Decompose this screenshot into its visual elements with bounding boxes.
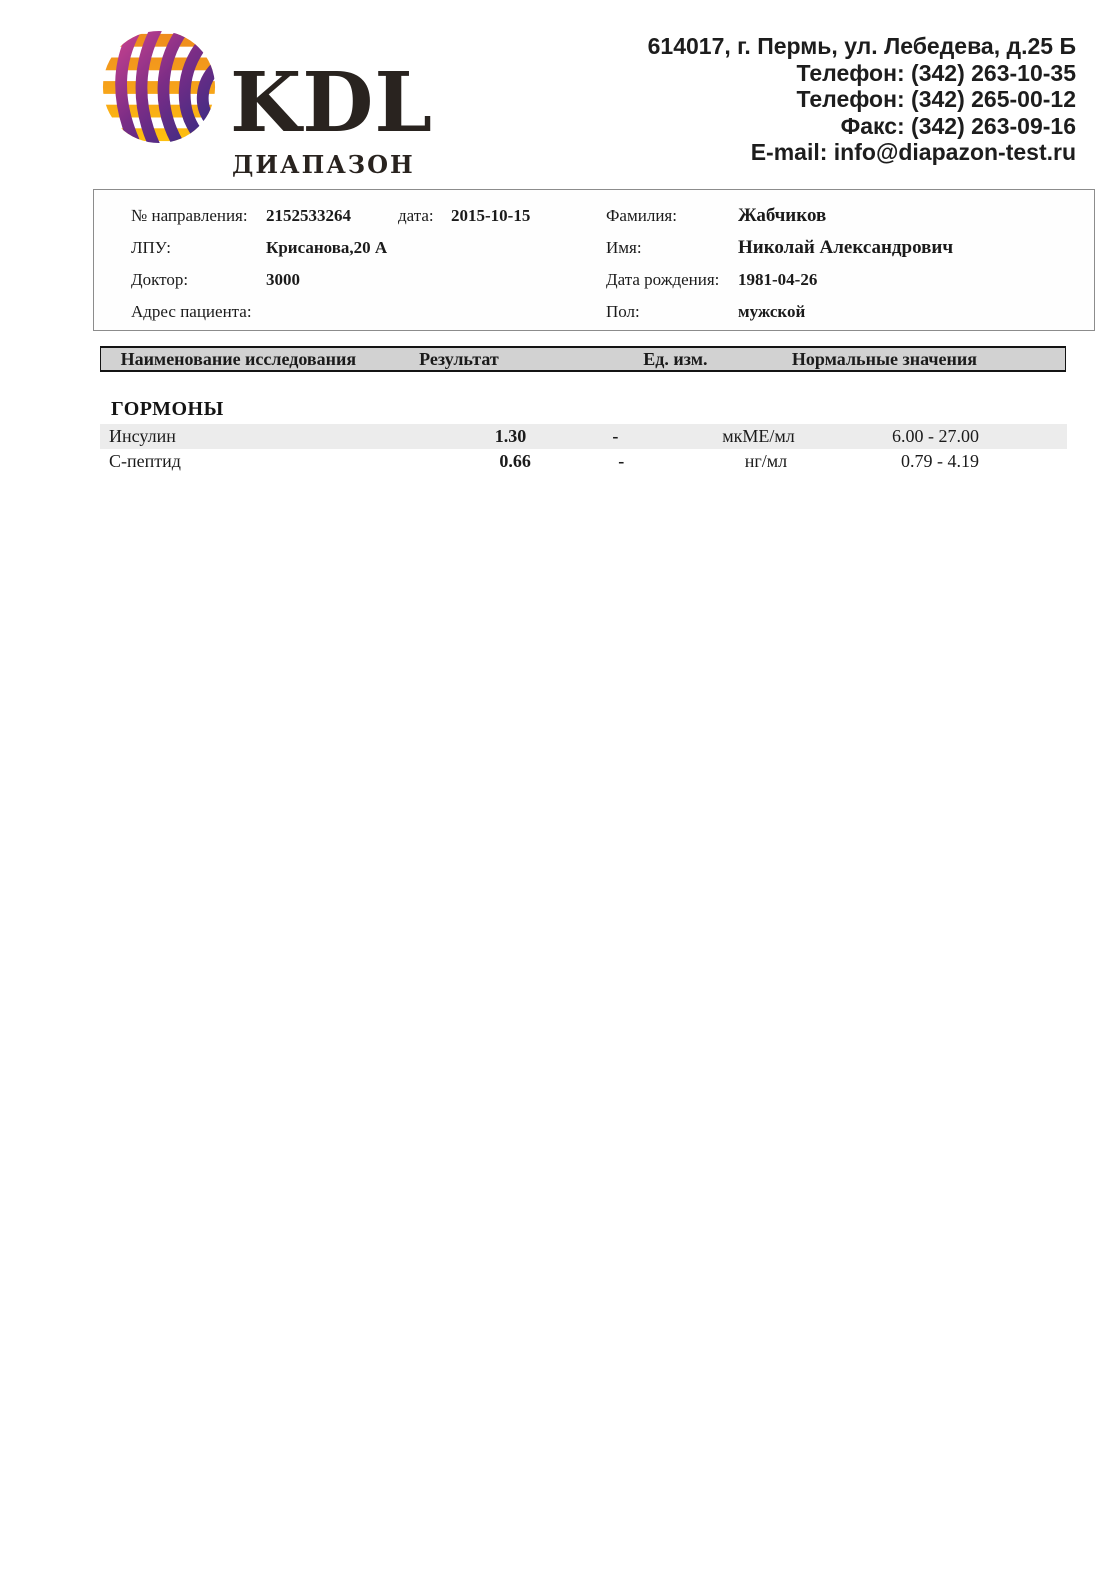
test-normal-range: 6.00 - 27.00 xyxy=(892,426,980,446)
contact-phone-line-2: Телефон: (342) 265-00-12 xyxy=(796,86,1076,112)
contact-email-line: E-mail: info@diapazon-test.ru xyxy=(750,139,1076,165)
surname-label: Фамилия: xyxy=(606,206,677,225)
first-name-row xyxy=(606,232,1094,264)
patient-info-box xyxy=(93,189,1095,331)
doctor-row xyxy=(131,264,606,296)
test-normal-range: 0.79 - 4.19 xyxy=(901,451,979,471)
section-heading-hormones: ГОРМОНЫ xyxy=(111,398,224,420)
lpu-row xyxy=(131,232,606,264)
kdl-logo-sphere-icon xyxy=(100,28,218,146)
sex-label: Пол: xyxy=(606,302,640,321)
surname-row xyxy=(606,200,1094,232)
test-row-c-peptide xyxy=(100,449,1067,474)
sex-value: мужской xyxy=(738,302,806,321)
results-table-header xyxy=(100,346,1066,372)
test-result: 0.66 xyxy=(499,451,531,471)
column-header-result: Результат xyxy=(419,348,499,369)
logo-brand-text: KDL xyxy=(230,55,434,151)
patient-info-left-column xyxy=(94,190,606,330)
surname-value: Жабчиков xyxy=(738,205,827,226)
contact-address-line: 614017, г. Пермь, ул. Лебедева, д.25 Б xyxy=(647,33,1076,59)
test-name: Инсулин xyxy=(109,426,176,446)
test-flag: - xyxy=(618,451,625,471)
first-name-value: Николай Александрович xyxy=(738,237,954,258)
birth-date-row xyxy=(606,264,1094,296)
referral-row xyxy=(131,200,606,232)
test-name: С-пептид xyxy=(109,451,181,471)
doctor-value: 3000 xyxy=(266,270,300,289)
first-name-label: Имя: xyxy=(606,238,642,257)
contact-phone-line-1: Телефон: (342) 263-10-35 xyxy=(796,59,1076,86)
birth-date-value: 1981-04-26 xyxy=(738,270,818,289)
patient-info-right-column xyxy=(606,190,1094,330)
test-unit: нг/мл xyxy=(744,451,788,471)
contact-fax-line: Факс: (342) 263-09-16 xyxy=(840,112,1076,139)
referral-number-value: 2152533264 xyxy=(266,206,351,225)
column-header-unit: Ед. изм. xyxy=(643,348,708,369)
logo-subtitle-text: ДИАПАЗОН xyxy=(232,150,415,179)
column-header-normal-range: Нормальные значения xyxy=(791,348,977,369)
test-result: 1.30 xyxy=(494,426,527,446)
test-row-insulin xyxy=(100,424,1067,449)
column-header-test-name: Наименование исследования xyxy=(120,348,357,369)
report-date-value: 2015-10-15 xyxy=(451,206,531,225)
sex-row xyxy=(606,296,1094,328)
birth-date-label: Дата рождения: xyxy=(606,270,720,289)
test-flag: - xyxy=(612,426,619,446)
patient-address-label: Адрес пациента: xyxy=(131,302,252,321)
report-date-label: дата: xyxy=(398,206,434,225)
lpu-value: Крисанова,20 А xyxy=(266,238,388,257)
test-unit: мкМЕ/мл xyxy=(722,426,795,446)
contact-info-block xyxy=(648,33,1076,166)
patient-address-row xyxy=(131,296,606,328)
lpu-label: ЛПУ: xyxy=(131,238,171,257)
doctor-label: Доктор: xyxy=(131,270,189,289)
referral-number-label: № направления: xyxy=(131,206,248,225)
